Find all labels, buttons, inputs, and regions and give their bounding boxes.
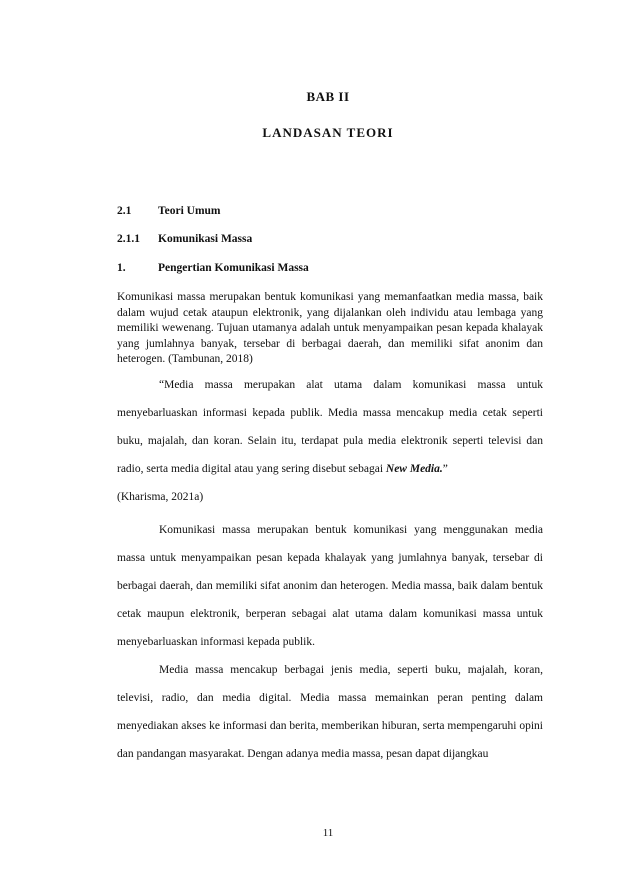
paragraph-quote	[117, 371, 543, 511]
section-title: Teori Umum	[158, 205, 221, 217]
section-heading-1	[117, 262, 309, 274]
quote-citation: (Kharisma, 2021a)	[117, 491, 204, 503]
subsection-title: Komunikasi Massa	[158, 233, 253, 245]
subsection-number: 2.1.1	[117, 233, 140, 245]
quote-term: New Media.	[385, 463, 443, 475]
quote-text: “Media massa merupakan alat utama dalam komunikasi massa untuk menyebarluaskan informasi kepada publik. Media massa mencakup media cetak seperti buku, majalah, dan koran. Selain itu, terdapat pula media elektronik seperti televisi dan radio, serta media digital atau yang sering disebut sebagai	[117, 379, 543, 475]
section-number: 2.1	[117, 205, 132, 217]
chapter-title: LANDASAN TEORI	[262, 125, 394, 140]
section-heading-2-1-1	[117, 233, 252, 245]
section-heading-2-1	[117, 205, 221, 217]
page-number: 11	[322, 827, 334, 839]
paragraph-media-types: Media massa mencakup berbagai jenis media, seperti buku, majalah, koran, televisi, radio, dan media digital. Media massa memainkan peran penting dalam menyediakan akses ke informasi dan berita, memberikan hiburan, serta mempengaruhi opini dan pandangan masyarakat. Dengan adanya media massa, pesan dapat dijangkau	[117, 664, 543, 760]
item-number: 1.	[117, 262, 126, 274]
paragraph-definition: Komunikasi massa merupakan bentuk komunikasi yang memanfaatkan media massa, baik dalam wujud cetak ataupun elektronik, yang dijalankan oleh individu atau lembaga yang memiliki wewenang. Tujuan utamanya adalah untuk menyampaikan pesan kepada khalayak yang jumlahnya banyak, tersebar di berbagai daerah, dan memiliki sifat anonim dan heterogen. (Tambunan, 2018)	[117, 291, 543, 365]
paragraph-summary: Komunikasi massa merupakan bentuk komunikasi yang menggunakan media massa untuk menyampaikan pesan kepada khalayak yang jumlahnya banyak, tersebar di berbagai daerah, dan memiliki sifat anonim dan heterogen. Media massa, baik dalam bentuk cetak maupun elektronik, berperan sebagai alat utama dalam komunikasi massa untuk menyebarluaskan informasi kepada publik.	[117, 524, 543, 648]
chapter-number: BAB II	[306, 89, 350, 104]
item-title: Pengertian Komunikasi Massa	[158, 262, 309, 274]
quote-close: ”	[442, 463, 448, 475]
